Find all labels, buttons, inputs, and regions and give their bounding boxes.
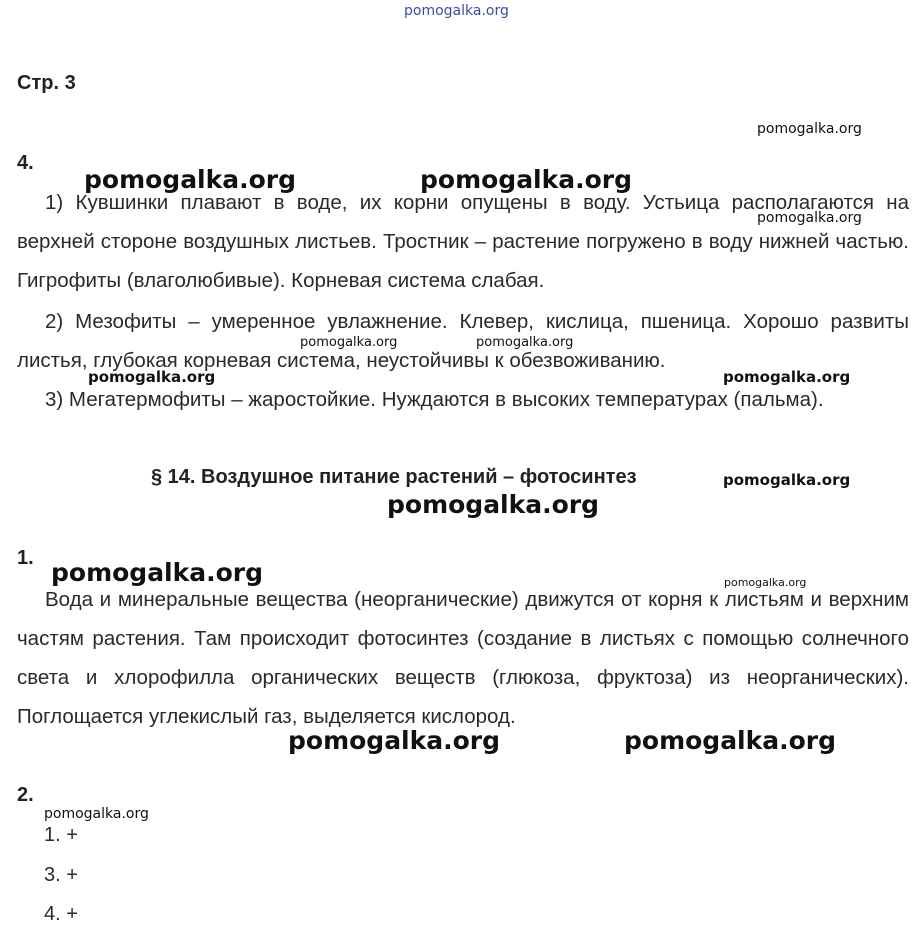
answer-item: 3. + <box>44 864 78 886</box>
watermark: pomogalka.org <box>723 471 851 489</box>
watermark: pomogalka.org <box>723 368 851 386</box>
task-4-paragraph-2: 2) Мезофиты – умеренное увлажнение. Клевер, кислица, пшеница. Хорошо развиты листья, глубокая корневая система, неустойчивы к обезвоживанию. <box>17 310 909 372</box>
watermark: pomogalka.org <box>387 490 600 519</box>
task-4-number: 4. <box>17 152 34 174</box>
watermark: pomogalka.org <box>44 806 149 822</box>
watermark: pomogalka.org <box>288 726 501 755</box>
answer-item: 1. + <box>44 824 78 846</box>
watermark: pomogalka.org <box>84 165 297 194</box>
header-watermark[interactable]: pomogalka.org <box>404 3 509 19</box>
watermark: pomogalka.org <box>88 368 216 386</box>
task-2-number: 2. <box>17 784 34 806</box>
watermark: pomogalka.org <box>757 121 862 137</box>
watermark: pomogalka.org <box>51 558 264 587</box>
task-4-paragraph-1: 1) Кувшинки плавают в воде, их корни опущены в воду. Устьица располагаются на верхней стороне воздушных листьев. Тростник – растение погружено в воду нижней частью. Гигрофиты (влаголюбивые). Корневая система слабая. <box>17 191 909 292</box>
task-1-paragraph: Вода и минеральные вещества (неорганические) движутся от корня к листьям и верхним частям растения. Там происходит фотосинтез (создание в листьях с помощью солнечного света и хлорофилла органических веществ (глюкоза, фруктоза) из неорганических). Поглощается углекислый газ, выделяется кислород. <box>17 588 909 728</box>
watermark: pomogalka.org <box>300 335 398 350</box>
page-reference: Стр. 3 <box>17 72 76 94</box>
section-title: § 14. Воздушное питание растений – фотосинтез <box>151 466 637 488</box>
watermark: pomogalka.org <box>724 576 807 589</box>
task-4-paragraph-3: 3) Мегатермофиты – жаростойкие. Нуждаются в высоких температурах (пальма). <box>45 388 824 411</box>
task-1-number: 1. <box>17 547 34 569</box>
watermark: pomogalka.org <box>420 165 633 194</box>
watermark: pomogalka.org <box>624 726 837 755</box>
watermark: pomogalka.org <box>757 210 862 226</box>
answer-item: 4. + <box>44 903 78 925</box>
watermark: pomogalka.org <box>476 335 574 350</box>
